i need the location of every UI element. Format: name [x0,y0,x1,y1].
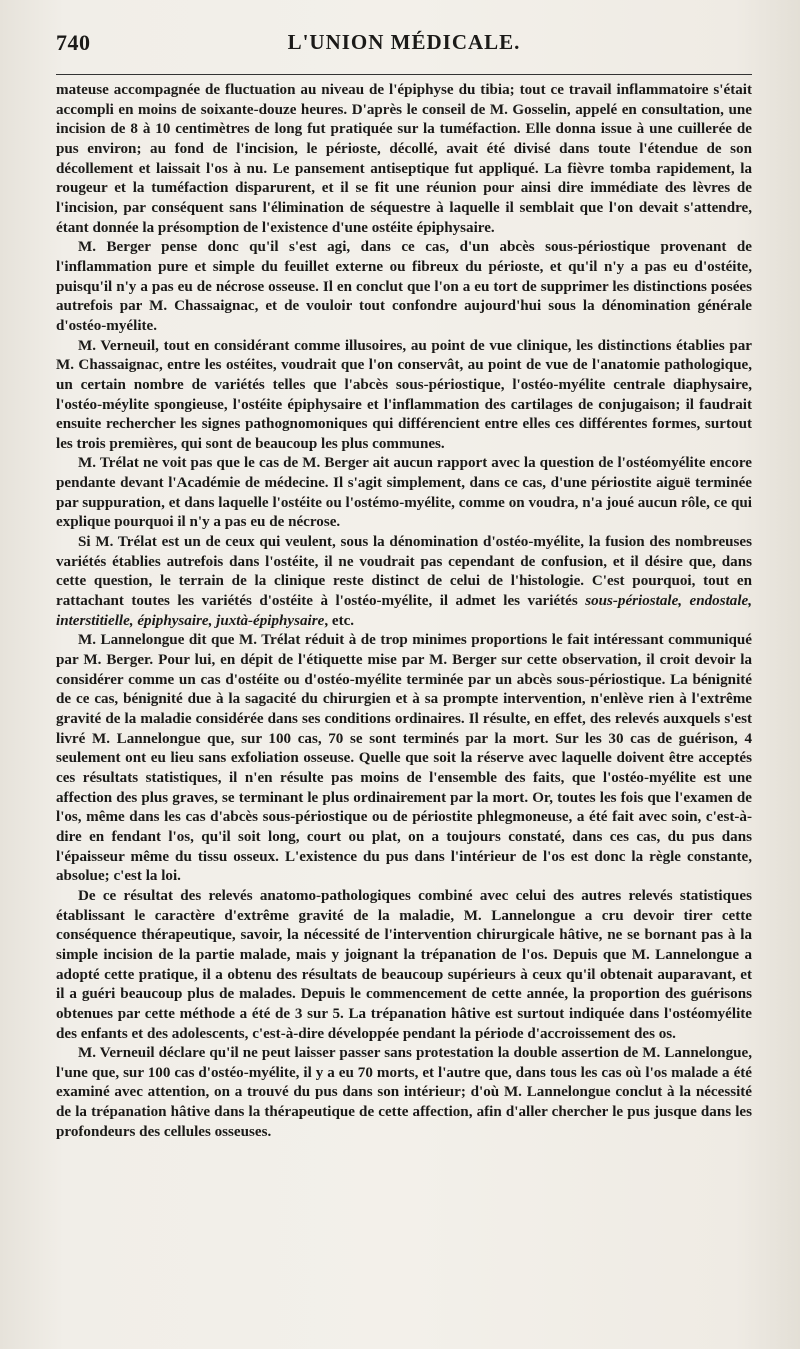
paragraph-verneuil-1: M. Verneuil, tout en considérant comme illusoires, au point de vue clinique, les distinctions établies par M. Chassaignac, entre les ostéites, voudrait que l'on conservât, au point de vue de l'anatomie pathologique, un certain nombre de variétés telles que l'abcès sous-périostique, l'ostéo-myélite centrale diaphysaire, l'ostéo-méylite spongieuse, l'ostéite épiphysaire et l'inflammation des cartilages de conjugaison; il faudrait ensuite rechercher les signes pathognomoniques qui différencient entre elles ces différentes formes, surtout les trois premières, qui sont de beaucoup les plus communes. [56,337,752,452]
trelat-varieties: sous-périostale, endostale, interstitielle, épiphysaire, juxtà-épiphysaire [56,593,752,629]
paragraph-continuation: mateuse accompagnée de fluctuation au niveau de l'épiphyse du tibia; tout ce travail inflammatoire s'était accompli en moins de soixante-douze heures. D'après le conseil de M. Gosselin, appelé en consultation, une incision de 8 à 10 centimètres de long fut pratiquée sur la tuméfaction. Elle donna issue à une cuillerée de pus environ; au fond de l'incision, le périoste, décollé, avait été divisé dans toute l'étendue de son décollement et laissait l'os à nu. Le pansement antiseptique fut appliqué. La fièvre tomba rapidement, la rougeur et la tuméfaction disparurent, et il se fit une réunion pour ainsi dire immédiate des lèvres de l'incision, par conséquent sans l'élimination de séquestre à laquelle il semblait que l'on devait s'attendre, étant donnée la présomption de l'existence d'une ostéite épiphysaire. [56,82,752,236]
page-number: 740 [56,30,91,55]
trelat-text: Si M. Trélat est un de ceux qui veulent, sous la dénomination d'ostéo-myélite, la fusion des nombreuses variétés établies autrefois dans l'ostéite, il ne voudrait pas cependant de confusion, et il désire que, dans cette question, le terrain de la clinique reste distinct de celui de l'histologie. C'est pourquoi, tout en rattachant toutes les variétés d'ostéite à l'ostéo-myélite, il admet les variétés [56,534,752,610]
paragraph-berger: M. Berger pense donc qu'il s'est agi, dans ce cas, d'un abcès sous-périostique provenant de l'inflammation pure et simple du feuillet externe ou fibreux du périoste, et qu'il n'y a pas eu d'ostéite, puisqu'il n'y a pas eu de nécrose osseuse. Il en conclut que l'on a eu tort de supprimer les distinctions posées autrefois par M. Chassaignac, et de vouloir tout confondre aujourd'hui sous la dénomination générale d'ostéo-myélite. [56,239,752,334]
paragraph-lannelongue-2: De ce résultat des relevés anatomo-pathologiques combiné avec celui des autres relevés statistiques établissant le caractère d'extrême gravité de la maladie, M. Lannelongue a cru devoir tirer cette conséquence thérapeutique, savoir, la nécessité de l'intervention chirurgicale hâtive, ne se bornant pas à la simple incision de la partie malade, mais y joignant la trépanation de l'os. Depuis que M. Lannelongue a adopté cette pratique, il a obtenu des résultats de beaucoup supérieurs à ceux qu'il obtenait auparavant, et il a guéri beaucoup plus de malades. Depuis le commencement de cette année, la proportion des guérisons obtenues par cette méthode a été de 3 sur 5. La trépanation hâtive est surtout indiquée dans l'ostéomyélite des enfants et des adolescents, c'est-à-dire développée pendant la période d'accroissement des os. [56,887,752,1042]
paragraph-trelat-1: M. Trélat ne voit pas que le cas de M. Berger ait aucun rapport avec la question de l'ostéomyélite encore pendante devant l'Académie de médecine. Il s'agit simplement, dans ce cas, d'une périostite aiguë terminée par suppuration, et dans laquelle l'ostéite ou l'ostémo-myélite, comme on voudra, n'a joué aucun rôle, ce qui explique pourquoi il n'y a pas eu de nécrose. [56,455,752,531]
trelat-tail: , etc. [324,612,355,629]
paragraph-verneuil-2: M. Verneuil déclare qu'il ne peut laisser passer sans protestation la double assertion de M. Lannelongue, l'une que, sur 100 cas d'ostéo-myélite, il y a eu 70 morts, et l'autre que, dans tous les cas où l'os malade a été examiné avec attention, on a trouvé du pus dans son intérieur; d'où M. Lannelongue conclut à la nécessité de la trépanation hâtive dans la thérapeutique de cette affection, afin d'aller chercher le pus jusque dans les profondeurs des cellules osseuses. [56,1045,752,1140]
header-rule [56,74,752,75]
paragraph-lannelongue-1: M. Lannelongue dit que M. Trélat réduit à de trop minimes proportions le fait intéressant communiqué par M. Berger. Pour lui, en dépit de l'étiquette mise par M. Berger sur cette observation, il croit devoir la considérer comme un cas d'ostéite ou d'ostéo-myélite terminée par un abcès sous-périostique. La bénignité de ce cas, bénignité due à la sagacité du chirurgien et à sa prompte intervention, n'enlève rien à l'extrême gravité de la maladie considérée dans ses conditions ordinaires. Il résulte, en effet, des relevés auxquels s'est livré M. Lannelongue que, sur 100 cas, 70 se sont terminés par la mort. Sur les 30 cas de guérison, 4 seulement ont eu lieu sans exfoliation osseuse. Quelle que soit la réserve avec laquelle doivent être acceptés ces résultats statistiques, il n'en résulte pas moins de l'ensemble des faits, que l'ostéo-myélite est une affection des plus graves, se terminant le plus ordinairement par la mort. Or, toutes les fois que l'examen de l'os, même dans les cas d'abcès sous-périostique ou de périostite phlegmoneuse, a été fait avec soin, c'est-à-dire en fendant l'os, qu'il soit long, court ou plat, on a toujours constaté, dans ces cas, du pus dans l'épaisseur même du tissu osseux. L'existence du pus dans l'intérieur de l'os est donc la règle constante, absolue; c'est la loi. [56,632,752,885]
running-title: L'UNION MÉDICALE. [287,30,521,54]
running-head [56,30,752,70]
paragraph-trelat-2 [56,533,752,631]
article-body [56,81,752,1142]
